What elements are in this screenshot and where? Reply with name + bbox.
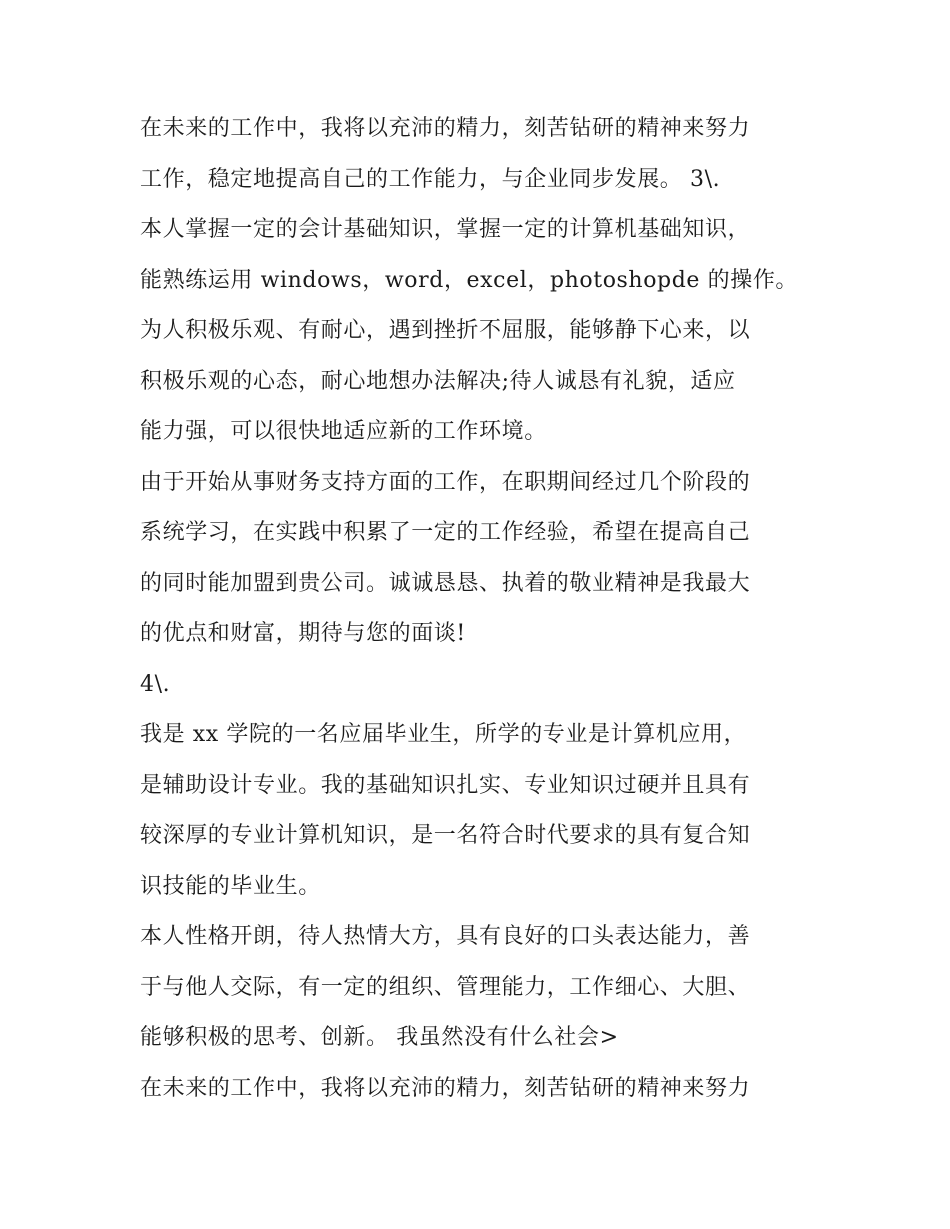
- text-line: 本人掌握一定的会计基础知识，掌握一定的计算机基础知识，: [140, 217, 751, 242]
- text-line: 的优点和财富，期待与您的面谈!: [140, 621, 466, 646]
- text-line: 由于开始从事财务支持方面的工作，在职期间经过几个阶段的: [140, 469, 751, 495]
- text-line: 积极乐观的心态，耐心地想办法解决;待人诚恳有礼貌，适应: [140, 368, 736, 394]
- text-line: 在未来的工作中，我将以充沛的精力，刻苦钻研的精神来努力: [140, 1075, 751, 1101]
- text-line: 是辅助设计专业。我的基础知识扎实、专业知识过硬并且具有: [140, 772, 751, 798]
- document-body: [140, 104, 830, 1114]
- text-line: 能熟练运用 windows，word，excel，photoshopde 的操作。: [140, 267, 799, 293]
- text-line: 于与他人交际，有一定的组织、管理能力，工作细心、大胆、: [140, 974, 751, 1000]
- text-line: 本人性格开朗，待人热情大方，具有良好的口头表达能力，善: [140, 924, 751, 949]
- text-line: 的同时能加盟到贵公司。诚诚恳恳、执着的敬业精神是我最大: [140, 570, 751, 596]
- text-line: 为人积极乐观、有耐心，遇到挫折不屈服，能够静下心来，以: [140, 318, 751, 343]
- text-line: 识技能的毕业生。: [140, 873, 321, 899]
- text-line: 较深厚的专业计算机知识，是一名符合时代要求的具有复合知: [140, 823, 751, 848]
- text-line: 4\.: [140, 671, 171, 697]
- text-line: 在未来的工作中，我将以充沛的精力，刻苦钻研的精神来努力: [140, 116, 751, 141]
- text-line: 能力强，可以很快地适应新的工作环境。: [140, 419, 547, 444]
- text-line: 我是 xx 学院的一名应届毕业生，所学的专业是计算机应用，: [140, 722, 747, 747]
- text-line: 能够积极的思考、创新。 我虽然没有什么社会>: [140, 1025, 619, 1050]
- text-line: 工作，稳定地提高自己的工作能力，与企业同步发展。 3\.: [140, 166, 721, 192]
- text-line: 系统学习，在实践中积累了一定的工作经验，希望在提高自己: [140, 520, 751, 545]
